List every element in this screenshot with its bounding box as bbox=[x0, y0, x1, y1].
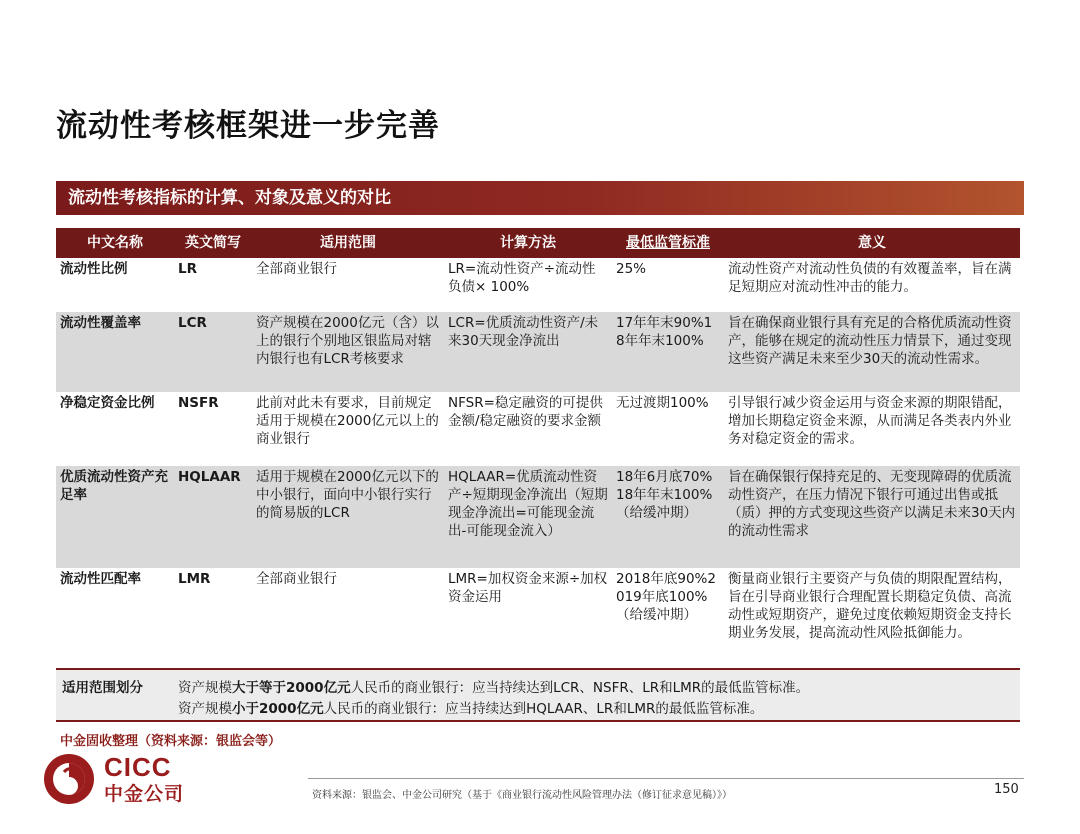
table-row bbox=[56, 258, 1020, 312]
cell-method: LR=流动性资产÷流动性负债× 100% bbox=[448, 261, 596, 295]
scope-line2-prefix: 资产规模 bbox=[178, 701, 232, 717]
cell-standard: 无过渡期100% bbox=[616, 395, 709, 411]
footer-divider bbox=[308, 778, 1024, 779]
cell-standard: 25% bbox=[616, 261, 647, 277]
table-header-row bbox=[56, 228, 1020, 258]
cell-meaning: 流动性资产对流动性负债的有效覆盖率，旨在满足短期应对流动性冲击的能力。 bbox=[728, 261, 1012, 295]
comparison-table bbox=[56, 228, 1020, 662]
cell-standard: 17年年末90%18年年末100% bbox=[612, 312, 724, 392]
header-scope: 适用范围 bbox=[252, 228, 444, 258]
cell-scope: 此前对此未有要求，目前规定适用于规模在2000亿元以上的商业银行 bbox=[256, 395, 439, 447]
table-row bbox=[56, 392, 1020, 466]
page-number: 150 bbox=[994, 782, 1019, 797]
header-meaning: 意义 bbox=[724, 228, 1020, 258]
table-row bbox=[56, 312, 1020, 392]
cell-scope: 资产规模在2000亿元（含）以上的银行个别地区银监局对辖内银行也有LCR考核要求 bbox=[252, 312, 444, 392]
cell-standard: 2018年底90%2019年底100%（给缓冲期） bbox=[616, 571, 716, 623]
scope-division-label: 适用范围划分 bbox=[62, 680, 143, 696]
source-note: 中金固收整理（资料来源：银监会等） bbox=[60, 734, 282, 749]
cell-name: 净稳定资金比例 bbox=[60, 395, 155, 411]
header-cn-name: 中文名称 bbox=[56, 228, 174, 258]
cell-abbr: LCR bbox=[174, 312, 252, 392]
cell-name: 流动性覆盖率 bbox=[56, 312, 174, 392]
scope-line1-prefix: 资产规模 bbox=[178, 680, 232, 696]
cell-meaning: 引导银行减少资金运用与资金来源的期限错配，增加长期稳定资金来源，从而满足各类表内外业务对稳定资金的需求。 bbox=[728, 395, 1012, 447]
cell-abbr: HQLAAR bbox=[174, 466, 252, 568]
logo-text-en: CICC bbox=[104, 752, 172, 782]
cell-name: 流动性匹配率 bbox=[60, 571, 141, 587]
cell-method: NFSR=稳定融资的可提供金额/稳定融资的要求金额 bbox=[448, 395, 603, 429]
cicc-logo-mark-icon bbox=[42, 752, 96, 806]
cell-scope: 全部商业银行 bbox=[256, 261, 337, 277]
footer-source: 资料来源：银监会、中金公司研究（基于《商业银行流动性风险管理办法（修订征求意见稿）》） bbox=[312, 790, 732, 801]
cell-meaning: 旨在确保银行保持充足的、无变现障碍的优质流动性资产，在压力情况下银行可通过出售或抵（质）押的方式变现这些资产以满足未来30天内的流动性需求 bbox=[724, 466, 1020, 568]
scope-division-box bbox=[56, 668, 1020, 722]
header-standard-label: 最低监管标准 bbox=[626, 235, 710, 251]
scope-line2-suffix: 人民币的商业银行：应当持续达到HQLAAR、LR和LMR的最低监管标准。 bbox=[323, 701, 764, 717]
cell-scope: 全部商业银行 bbox=[256, 571, 337, 587]
table-row bbox=[56, 466, 1020, 568]
scope-line2-threshold: 小于2000亿元 bbox=[232, 701, 324, 717]
table-row bbox=[56, 568, 1020, 662]
cell-method: LMR=加权资金来源÷加权资金运用 bbox=[448, 571, 608, 605]
cell-name: 流动性比例 bbox=[60, 261, 128, 277]
cell-scope: 适用于规模在2000亿元以下的中小银行，面向中小银行实行的简易版的LCR bbox=[252, 466, 444, 568]
scope-line1-suffix: 人民币的商业银行：应当持续达到LCR、NSFR、LR和LMR的最低监管标准。 bbox=[350, 680, 810, 696]
cell-abbr: LMR bbox=[178, 571, 211, 587]
section-title-bar: 流动性考核指标的计算、对象及意义的对比 bbox=[56, 181, 1024, 215]
cicc-logo bbox=[42, 752, 202, 806]
cell-method: HQLAAR=优质流动性资产÷短期现金净流出（短期现金净流出=可能现金流出-可能现金流入） bbox=[444, 466, 612, 568]
page-title: 流动性考核框架进一步完善 bbox=[56, 108, 440, 144]
header-method: 计算方法 bbox=[444, 228, 612, 258]
header-standard bbox=[612, 228, 724, 258]
cell-name: 优质流动性资产充足率 bbox=[56, 466, 174, 568]
cell-meaning: 旨在确保商业银行具有充足的合格优质流动性资产，能够在规定的流动性压力情景下，通过变现这些资产满足未来至少30天的流动性需求。 bbox=[724, 312, 1020, 392]
header-abbr: 英文简写 bbox=[174, 228, 252, 258]
logo-text-cn: 中金公司 bbox=[104, 783, 185, 805]
scope-line1-threshold: 大于等于2000亿元 bbox=[232, 680, 351, 696]
cell-method: LCR=优质流动性资产/未来30天现金净流出 bbox=[444, 312, 612, 392]
cell-abbr: NSFR bbox=[178, 395, 219, 411]
scope-line-small-banks bbox=[178, 697, 763, 717]
cell-standard: 18年6月底70%18年年末100%（给缓冲期） bbox=[612, 466, 724, 568]
cell-abbr: LR bbox=[178, 261, 197, 277]
cell-meaning: 衡量商业银行主要资产与负债的期限配置结构，旨在引导商业银行合理配置长期稳定负债、高流动性或短期资产，避免过度依赖短期资金支持长期业务发展，提高流动性风险抵御能力。 bbox=[728, 571, 1012, 641]
scope-line-large-banks bbox=[178, 676, 809, 696]
